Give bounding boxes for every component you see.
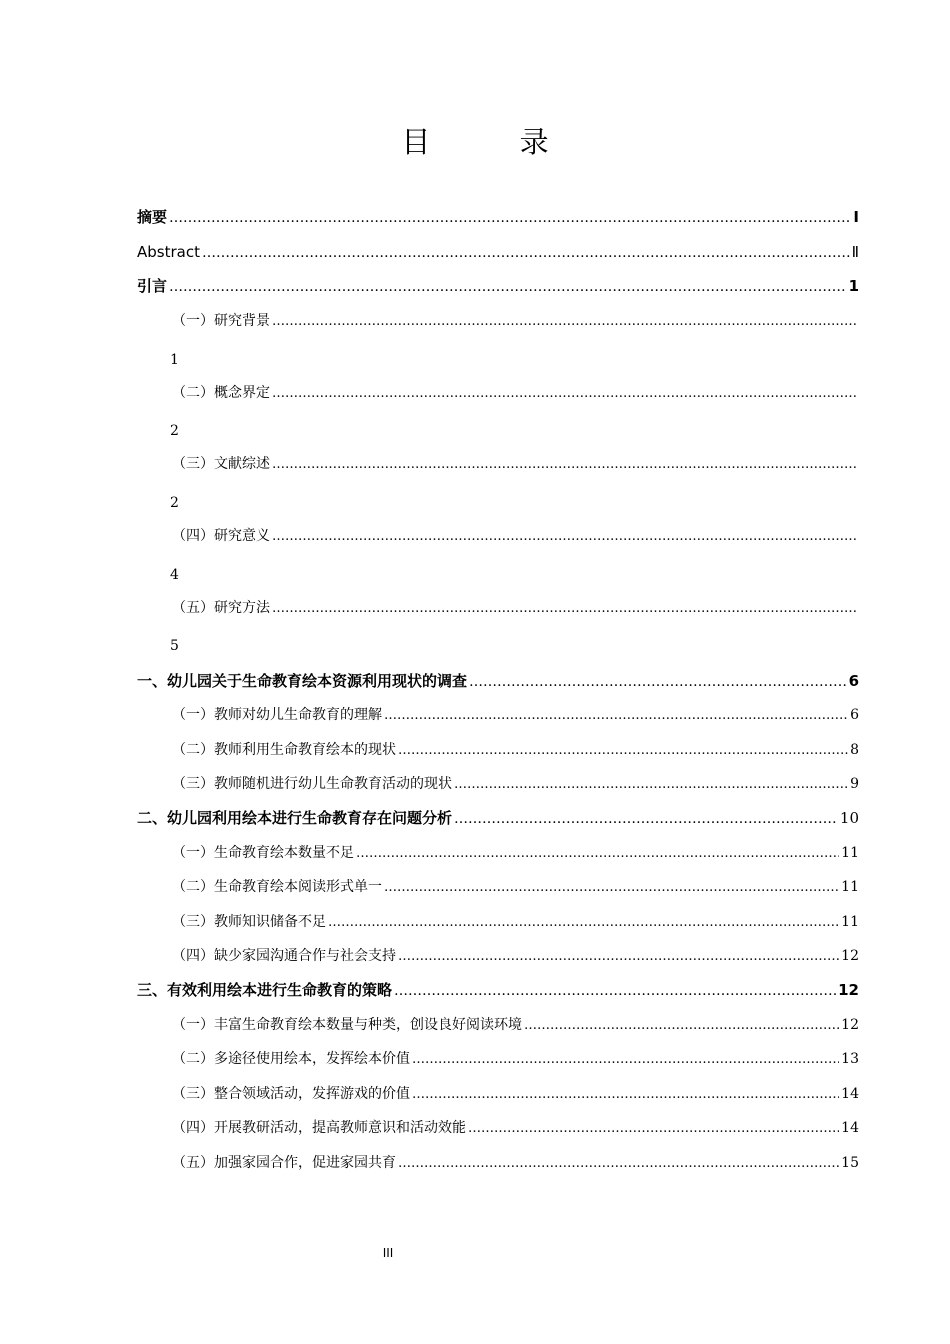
toc-entry-page: 4 (170, 567, 179, 583)
toc-entry-page: 12 (841, 948, 859, 964)
toc-entry-intro-4[interactable] (172, 523, 859, 549)
toc-entry-label: （四）开展教研活动，提高教师意识和活动效能 (172, 1120, 466, 1136)
toc-leader-dots (356, 841, 839, 867)
toc-leader-dots (398, 738, 848, 764)
toc-entry-label: （二）概念界定 (172, 385, 270, 401)
toc-entry-label: 三、有效利用绘本进行生命教育的策略 (137, 981, 393, 999)
toc-entry-intro-5[interactable] (172, 595, 859, 621)
toc-leader-dots (169, 274, 847, 300)
toc-entry-label: （二）生命教育绘本阅读形式单一 (172, 879, 382, 895)
toc-entry-ch3-4[interactable] (172, 1115, 859, 1141)
toc-entry-page: 11 (841, 845, 859, 861)
toc-entry-page: 1 (848, 277, 859, 295)
toc-entry-ch1-2[interactable] (172, 737, 859, 763)
toc-leader-dots (398, 944, 839, 970)
toc-leader-dots (468, 1116, 839, 1142)
toc-entry-label: （二）教师利用生命教育绘本的现状 (172, 742, 396, 758)
toc-leader-dots (412, 1082, 839, 1108)
toc-entry-page: 2 (170, 423, 179, 439)
toc-entry-ch3-1[interactable] (172, 1012, 859, 1038)
toc-entry-ch1[interactable] (137, 668, 859, 694)
toc-entry-abstract-cn[interactable] (137, 204, 859, 230)
toc-entry-label: （三）教师随机进行幼儿生命教育活动的现状 (172, 776, 452, 792)
toc-entry-ch2-2[interactable] (172, 874, 859, 900)
toc-entry-label: （一）教师对幼儿生命教育的理解 (172, 707, 382, 723)
toc-entry-page: 9 (850, 776, 859, 792)
toc-entry-page: 12 (838, 981, 859, 999)
toc-entry-page: 13 (841, 1051, 859, 1067)
toc-entry-label: 一、幼儿园关于生命教育绘本资源利用现状的调查 (137, 672, 468, 690)
toc-entry-page: Ⅱ (851, 243, 859, 261)
toc-entry-page: 2 (170, 495, 179, 511)
toc-entry-page: 14 (841, 1120, 859, 1136)
toc-entry-page: 10 (839, 809, 859, 827)
toc-leader-dots (384, 703, 848, 729)
toc-entry-page: 11 (841, 879, 859, 895)
toc-entry-intro-2[interactable] (172, 380, 859, 406)
toc-leader-dots (272, 381, 857, 407)
toc-leader-dots (524, 1013, 839, 1039)
toc-entry-label: 引言 (137, 277, 168, 295)
toc-entry-page: 12 (841, 1017, 859, 1033)
toc-leader-dots (169, 205, 851, 231)
toc-entry-label: （四）缺少家园沟通合作与社会支持 (172, 948, 396, 964)
toc-entry-page: 14 (841, 1086, 859, 1102)
toc-entry-ch3-2[interactable] (172, 1046, 859, 1072)
toc-entry-label: （二）多途径使用绘本，发挥绘本价值 (172, 1051, 410, 1067)
toc-entry-page: 11 (841, 914, 859, 930)
toc-leader-dots (384, 875, 839, 901)
toc-leader-dots (272, 452, 857, 478)
toc-entry-page: 6 (850, 707, 859, 723)
toc-entry-label: 摘要 (137, 208, 168, 226)
toc-entry-ch2-3[interactable] (172, 909, 859, 935)
toc-entry-ch3-5[interactable] (172, 1150, 859, 1176)
toc-entry-label: （一）丰富生命教育绘本数量与种类，创设良好阅读环境 (172, 1017, 522, 1033)
toc-entry-page: 6 (848, 672, 859, 690)
toc-entry-intro-3[interactable] (172, 451, 859, 477)
toc-entry-page: Ⅰ (853, 208, 859, 226)
toc-entry-label: （五）研究方法 (172, 600, 270, 616)
toc-leader-dots (272, 596, 857, 622)
toc-entry-ch3-3[interactable] (172, 1081, 859, 1107)
toc-leader-dots (398, 1151, 839, 1177)
toc-entry-ch3[interactable] (137, 977, 859, 1003)
toc-leader-dots (272, 524, 857, 550)
toc-entry-label: （三）教师知识储备不足 (172, 914, 326, 930)
toc-entry-abstract-en[interactable] (137, 239, 859, 265)
toc-leader-dots (394, 978, 836, 1004)
toc-leader-dots (272, 309, 857, 335)
toc-entry-label: （三）文献综述 (172, 456, 270, 472)
page-number: III (382, 1246, 394, 1260)
toc-title: 目 录 (401, 125, 589, 159)
toc-entry-ch1-3[interactable] (172, 771, 859, 797)
toc-entry-page: 8 (850, 742, 859, 758)
toc-leader-dots (202, 240, 850, 266)
toc-leader-dots (454, 772, 848, 798)
toc-entry-label: （一）生命教育绘本数量不足 (172, 845, 354, 861)
toc-entry-label: Abstract (137, 243, 200, 261)
toc-entry-intro-1[interactable] (172, 308, 859, 334)
toc-entry-intro[interactable] (137, 273, 859, 299)
toc-entry-label: （四）研究意义 (172, 528, 270, 544)
toc-entry-label: 二、幼儿园利用绘本进行生命教育存在问题分析 (137, 809, 453, 827)
toc-entry-label: （一）研究背景 (172, 313, 270, 329)
toc-entry-ch1-1[interactable] (172, 702, 859, 728)
toc-entry-ch2[interactable] (137, 805, 859, 831)
toc-entry-ch2-4[interactable] (172, 943, 859, 969)
toc-leader-dots (469, 669, 847, 695)
toc-leader-dots (454, 806, 838, 832)
toc-entry-page: 1 (170, 352, 179, 368)
toc-entry-label: （三）整合领域活动，发挥游戏的价值 (172, 1086, 410, 1102)
toc-entry-page: 15 (841, 1155, 859, 1171)
toc-leader-dots (412, 1047, 839, 1073)
toc-entry-page: 5 (170, 638, 179, 654)
toc-entry-ch2-1[interactable] (172, 840, 859, 866)
toc-leader-dots (328, 910, 839, 936)
toc-entry-label: （五）加强家园合作，促进家园共育 (172, 1155, 396, 1171)
